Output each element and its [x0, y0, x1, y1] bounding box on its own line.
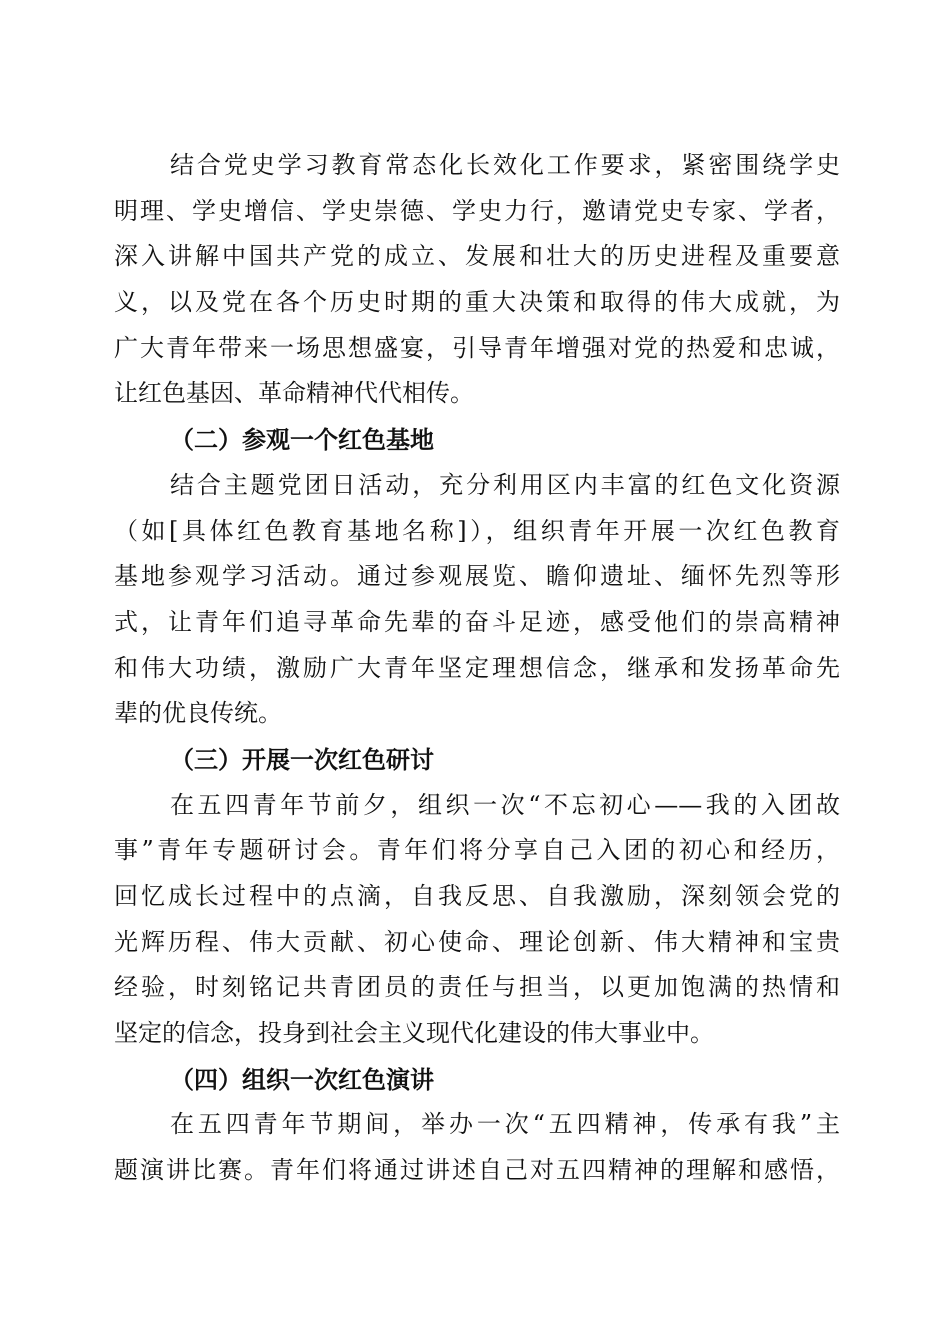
text-line: 坚定的信念，投身到社会主义现代化建设的伟大事业中。	[114, 1019, 714, 1048]
text-line: 结合主题党团日活动，充分利用区内丰富的红色文化资源	[170, 470, 840, 499]
document-page	[114, 143, 840, 1194]
text-line: 广大青年带来一场思想盛宴，引导青年增强对党的热爱和忠诚，	[114, 333, 840, 362]
text-line: 经验，时刻铭记共青团员的责任与担当，以更加饱满的热情和	[114, 973, 840, 1002]
text-line: 题演讲比赛。青年们将通过讲述自己对五四精神的理解和感悟，	[114, 1156, 840, 1185]
section-heading: （二）参观一个红色基地	[170, 425, 434, 455]
text-line: 基地参观学习活动。通过参观展览、瞻仰遗址、缅怀先烈等形	[114, 562, 840, 591]
text-line: 深入讲解中国共产党的成立、发展和壮大的历史进程及重要意	[114, 242, 840, 271]
paragraph-1	[114, 143, 840, 417]
text-line: （如[具体红色教育基地名称]），组织青年开展一次红色教育	[114, 516, 840, 545]
text-line: 辈的优良传统。	[114, 699, 282, 728]
text-line: 结合党史学习教育常态化长效化工作要求，紧密围绕学史	[170, 151, 840, 179]
text-line: 和伟大功绩，激励广大青年坚定理想信念，继承和发扬革命先	[114, 653, 840, 682]
section-2	[114, 417, 840, 737]
text-line: 在五四青年节前夕，组织一次“不忘初心——我的入团故	[170, 790, 840, 819]
text-line: 事”青年专题研讨会。青年们将分享自己入团的初心和经历，	[114, 836, 840, 865]
section-4	[114, 1057, 840, 1194]
text-line: 明理、学史增信、学史崇德、学史力行，邀请党史专家、学者，	[114, 196, 840, 225]
text-line: 回忆成长过程中的点滴，自我反思、自我激励，深刻领会党的	[114, 882, 840, 910]
text-line: 义，以及党在各个历史时期的重大决策和取得的伟大成就，为	[114, 288, 840, 317]
text-line: 让红色基因、革命精神代代相传。	[114, 379, 474, 408]
section-3	[114, 737, 840, 1057]
section-heading: （三）开展一次红色研讨	[170, 744, 434, 774]
text-line: 在五四青年节期间，举办一次“五四精神，传承有我”主	[170, 1110, 840, 1139]
text-line: 式，让青年们追寻革命先辈的奋斗足迹，感受他们的崇高精神	[114, 607, 840, 636]
section-heading: （四）组织一次红色演讲	[170, 1064, 434, 1094]
text-line: 光辉历程、伟大贡献、初心使命、理论创新、伟大精神和宝贵	[114, 927, 840, 956]
